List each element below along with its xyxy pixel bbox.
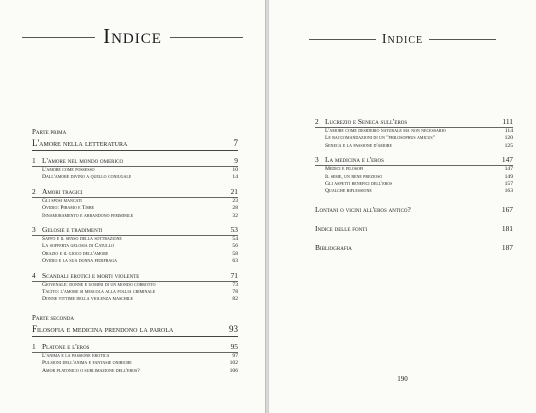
- section-entry-label: [42, 213, 133, 220]
- chapter-entry-title: Lucrezio e Seneca sull'eros: [325, 117, 408, 126]
- appendix-entry-label: [315, 224, 367, 234]
- section-entry: [315, 143, 513, 150]
- section-entry-label: [42, 205, 94, 212]
- section-entry-label: [42, 167, 95, 174]
- chapter-entry-label: [32, 342, 89, 352]
- section-entry-label: [325, 174, 382, 181]
- section-entry: [32, 236, 238, 243]
- chapter-number: 1: [32, 341, 36, 351]
- chapter-entry-page: 71: [230, 270, 238, 280]
- appendix-entry: [315, 243, 513, 253]
- section-entry-label: [42, 251, 108, 258]
- part-title-title: Filosofia e medicina prendono la parola: [32, 323, 174, 334]
- chapter-entry: [315, 117, 513, 128]
- right-page: [268, 0, 536, 413]
- chapter: [32, 156, 238, 182]
- section-entry-label: [42, 236, 122, 243]
- chapter-entry-label: [315, 117, 407, 127]
- chapter-entry-page: 9: [234, 156, 238, 165]
- right-page-header: [269, 30, 536, 48]
- chapter-entry-label: [315, 155, 384, 165]
- section-entry-label: [325, 143, 392, 150]
- section-entry: [32, 296, 238, 303]
- section-entry: [315, 128, 513, 135]
- left-page: [0, 0, 266, 413]
- chapter-entry-label: [32, 187, 83, 197]
- section-entry: [32, 368, 238, 375]
- chapter-number: 1: [32, 156, 36, 165]
- section-entry-page: 114: [504, 128, 513, 134]
- appendix-entry-title: Bibliografia: [315, 242, 352, 252]
- chapter: [32, 271, 238, 304]
- chapter-entry-title: L'amore nel mondo omerico: [42, 156, 124, 165]
- section-entry-page: 63: [232, 258, 238, 265]
- appendix-entry-page: 187: [501, 242, 513, 252]
- section-entry-page: 73: [232, 281, 238, 288]
- part-title: [32, 137, 238, 151]
- section-entry: [32, 289, 238, 296]
- chapter-entry-title: Scandali erotici e morti violente: [42, 270, 140, 280]
- page-number: 190: [397, 375, 408, 383]
- section-entry-page: 102: [229, 360, 238, 367]
- chapter-entry-page: 21: [230, 186, 238, 196]
- chapter-number: 4: [32, 270, 36, 280]
- section-entry-title: L'amore come possesso: [42, 167, 95, 173]
- chapter-entry: [32, 342, 238, 353]
- section-entry-label: [42, 353, 109, 360]
- chapter-number: 3: [32, 225, 36, 235]
- section-entry-title: Orazio e il gioco dell'amore: [42, 250, 109, 257]
- section-entry-label: [325, 188, 372, 195]
- chapter: [32, 225, 238, 266]
- section-entry-label: [42, 360, 132, 367]
- section-entry-page: 82: [232, 296, 238, 303]
- section-entry-title: Tacito: l'amore si mescola alla follia criminale: [42, 289, 156, 296]
- section-entry: [315, 174, 513, 181]
- section-entry: [32, 198, 238, 205]
- section-entry-title: Ovidio e la sua donna fedifraga: [42, 258, 118, 265]
- section-entry-label: [42, 368, 140, 375]
- left-page-title: Indice: [95, 24, 170, 49]
- section-entry-title: Innamoramento e abbandono femminile: [42, 212, 134, 219]
- chapter-entry: [32, 187, 238, 198]
- section-entry: [32, 205, 238, 212]
- section-entry-page: 58: [232, 250, 238, 257]
- section-entry-page: 54: [232, 236, 238, 243]
- section-entry-title: Qualche riflessione: [325, 188, 372, 195]
- part-title-page: 93: [229, 323, 238, 334]
- section-entry-label: [42, 289, 155, 296]
- appendix-entry-page: 167: [501, 204, 513, 214]
- section-entry: [32, 353, 238, 360]
- section-entry-title: Gli aspetti benefici dell'eros: [325, 181, 393, 188]
- section-entry-label: [325, 135, 435, 142]
- section-entry-label: [42, 174, 131, 181]
- section-entry-label: [42, 258, 117, 265]
- chapter-entry-label: [32, 271, 139, 281]
- right-table-of-contents: [315, 117, 513, 253]
- section-entry-title: L'anima e la passione erotica: [42, 352, 110, 359]
- section-entry-page: 97: [232, 352, 238, 359]
- section-entry-page: 28: [232, 205, 238, 212]
- section-entry-title: Gli sposi mancati: [42, 197, 82, 204]
- section-entry-page: 157: [504, 181, 513, 188]
- appendix-entry: [315, 224, 513, 234]
- appendix-entry-label: [315, 243, 352, 253]
- section-entry: [32, 360, 238, 367]
- section-entry-title: L'amore come desiderio naturale ma non necessario: [325, 128, 446, 134]
- chapter-entry: [315, 155, 513, 166]
- part-label: Parte prima: [32, 128, 67, 136]
- chapter-entry-title: La medicina e l'eros: [325, 155, 384, 165]
- part-title: [32, 323, 238, 337]
- section-entry-label: [42, 243, 114, 250]
- right-page-title: Indice: [376, 32, 429, 48]
- section-entry-title: Dall'amore divino a quello coniugale: [42, 174, 132, 181]
- chapter-entry: [32, 156, 238, 167]
- section-entry-page: 10: [232, 167, 238, 173]
- section-entry-page: 125: [504, 142, 513, 149]
- section-entry: [32, 213, 238, 220]
- chapter-entry-title: Amori tragici: [42, 186, 83, 196]
- section-entry: [32, 251, 238, 258]
- section-entry: [315, 135, 513, 142]
- part-title-page: 7: [233, 138, 238, 148]
- section-entry: [32, 258, 238, 265]
- section-entry-title: Amor platonico o sublimazione dell'eros?: [42, 367, 140, 374]
- section-entry-label: [325, 166, 363, 173]
- chapter-number: 3: [315, 155, 319, 165]
- appendix-entry-page: 181: [501, 223, 513, 233]
- section-entry-label: [325, 181, 392, 188]
- section-entry-page: 14: [232, 174, 238, 181]
- section-entry-page: 32: [232, 212, 238, 219]
- section-entry-page: 106: [229, 367, 238, 374]
- section-entry: [315, 166, 513, 173]
- part-label: Parte seconda: [32, 313, 75, 322]
- appendix-entry-title: Indice delle fonti: [315, 223, 367, 233]
- section-entry: [315, 188, 513, 195]
- left-table-of-contents: [32, 128, 238, 375]
- chapter-entry-page: 111: [502, 117, 513, 126]
- section-entry-page: 56: [232, 243, 238, 250]
- part-title-label: [32, 137, 127, 149]
- section-entry-page: 149: [504, 173, 513, 180]
- appendix-entry-title: Lontani o vicini all'eros antico?: [315, 204, 411, 214]
- chapter: [32, 342, 238, 375]
- section-entry-page: 23: [232, 197, 238, 204]
- section-entry-title: Seneca e la passione d'amore: [325, 142, 392, 149]
- chapter: [315, 117, 513, 150]
- section-entry: [32, 243, 238, 250]
- section-entry: [32, 282, 238, 289]
- section-entry-page: 163: [504, 188, 513, 195]
- section-entry-label: [42, 296, 133, 303]
- section-entry-title: Le raccomandazioni di un "philosophus amicus": [325, 135, 435, 142]
- section-entry-title: Donne vittime della violenza maschile: [42, 296, 133, 303]
- section-entry-title: Saffo e il senso della sottrazione: [42, 236, 122, 243]
- left-page-header: [0, 24, 265, 49]
- section-entry: [32, 174, 238, 181]
- section-entry-label: [325, 128, 446, 135]
- section-entry-label: [42, 282, 156, 289]
- section-entry-page: 147: [504, 166, 513, 173]
- section-entry-label: [42, 198, 82, 205]
- chapter-number: 2: [315, 117, 319, 126]
- section-entry-title: Il seme, un bene prezioso: [325, 173, 383, 180]
- section-entry-title: Pulsioni dell'anima e fantasie oniriche: [42, 360, 132, 367]
- chapter-entry-title: Platone e l'eros: [42, 341, 90, 351]
- appendix-entry-label: [315, 205, 411, 215]
- chapter-entry-page: 53: [230, 225, 238, 235]
- section-entry-page: 78: [232, 289, 238, 296]
- chapter-entry-page: 95: [230, 341, 238, 351]
- chapter-entry-page: 147: [501, 155, 513, 165]
- chapter-entry: [32, 225, 238, 236]
- section-entry-title: Medici e filosofi: [325, 166, 364, 173]
- part-title-title: L'amore nella letteratura: [32, 138, 128, 148]
- section-entry-title: Ovidio: Piramo e Tisbe: [42, 205, 94, 212]
- section-entry: [315, 181, 513, 188]
- chapter-entry-label: [32, 156, 123, 166]
- chapter-entry-label: [32, 225, 102, 235]
- chapter-number: 2: [32, 186, 36, 196]
- chapter: [32, 187, 238, 220]
- appendix-entry: [315, 205, 513, 215]
- chapter-entry: [32, 271, 238, 282]
- part-title-label: [32, 323, 173, 335]
- section-entry-page: 120: [504, 135, 513, 142]
- section-entry-title: La sofferta gelosia di Catullo: [42, 243, 114, 250]
- section-entry-title: Giovenale: donne e uomini di un mondo corrotto: [42, 281, 156, 288]
- chapter: [315, 155, 513, 196]
- section-entry: [32, 167, 238, 174]
- chapter-entry-title: Gelosie e tradimenti: [42, 225, 103, 235]
